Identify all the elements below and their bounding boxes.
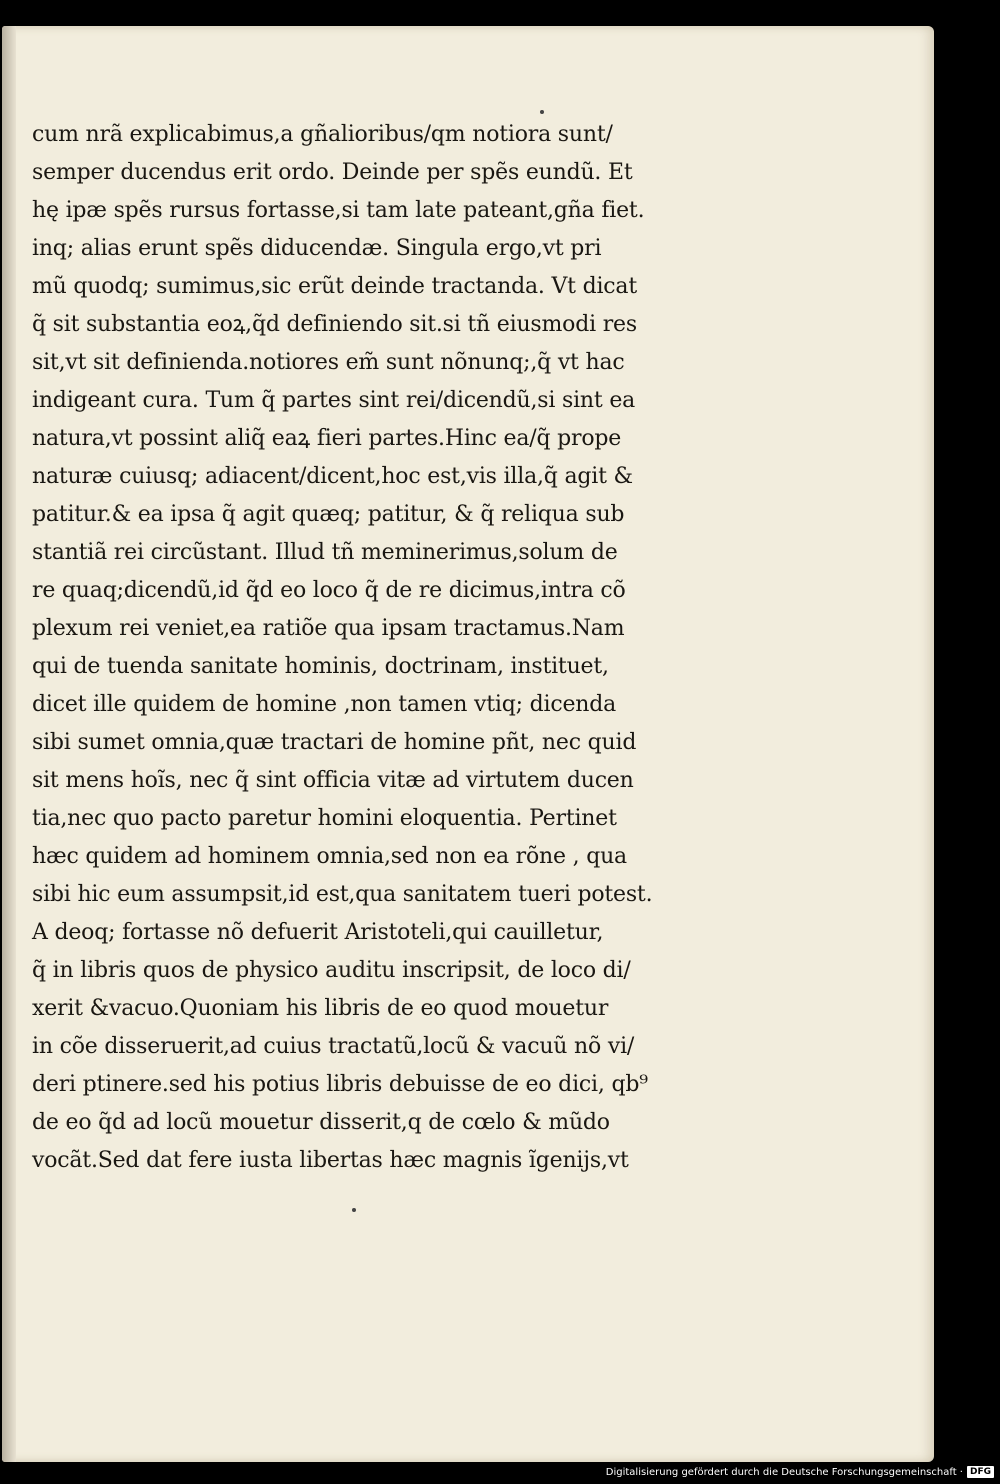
text-line: patitur.& ea ipsa q̃ agit quæq; patitur, & q̃ reliqua sub xyxy=(32,502,625,527)
text-line: sit mens hoĩs, nec q̃ sint officia vitæ ad virtutem ducen xyxy=(32,768,634,793)
text-line: indigeant cura. Tum q̃ partes sint rei/dicendũ,si sint ea xyxy=(32,388,636,413)
text-line: cum nrã explicabimus,a gñalioribus/qm notiora sunt/ xyxy=(32,122,613,147)
text-line: stantiã rei circũstant. Illud tñ meminerimus,solum de xyxy=(32,540,618,565)
book-page xyxy=(2,26,934,1462)
footer-credit: Digitalisierung gefördert durch die Deutsche Forschungsgemeinschaft · xyxy=(605,1466,963,1478)
text-line: q̃ in libris quos de physico auditu inscripsit, de loco di/ xyxy=(32,958,631,983)
text-line: in cõe disseruerit,ad cuius tractatũ,locũ & vacuũ nõ vi/ xyxy=(32,1034,635,1059)
text-line: sibi hic eum assumpsit,id est,qua sanitatem tueri potest. xyxy=(32,882,653,907)
text-line: tia,nec quo pacto paretur homini eloquentia. Pertinet xyxy=(32,806,617,831)
text-line: hę ipæ spẽs rursus fortasse,si tam late pateant,gña fiet. xyxy=(32,198,645,223)
text-line: natura,vt possint aliq̃ eaꝝ fieri partes.Hinc ea/q̃ prope xyxy=(32,426,622,451)
text-line: sit,vt sit definienda.notiores em̃ sunt nõnunq;,q̃ vt hac xyxy=(32,350,625,375)
ink-speck xyxy=(540,110,544,114)
text-line: plexum rei veniet,ea ratiõe qua ipsam tractamus.Nam xyxy=(32,616,625,641)
ink-speck xyxy=(352,1208,356,1212)
page-gutter-shadow xyxy=(2,26,16,1462)
text-column xyxy=(32,116,712,1180)
dfg-logo: DFG xyxy=(967,1466,994,1478)
digitization-footer xyxy=(606,1464,994,1480)
text-line: dicet ille quidem de homine ,non tamen vtiq; dicenda xyxy=(32,692,617,717)
text-line: sibi sumet omnia,quæ tractari de homine pñt, nec quid xyxy=(32,730,637,755)
text-line: semper ducendus erit ordo. Deinde per spẽs eundũ. Et xyxy=(32,160,633,185)
text-line: re quaq;dicendũ,id q̃d eo loco q̃ de re dicimus,intra cõ xyxy=(32,578,626,603)
text-line: de eo q̃d ad locũ mouetur disserit,q de cœlo & mũdo xyxy=(32,1110,610,1135)
text-line: deri ptinere.sed his potius libris debuisse de eo dici, qb⁹ xyxy=(32,1072,648,1097)
text-line: mũ quodq; sumimus,sic erũt deinde tractanda. Vt dicat xyxy=(32,274,637,299)
text-line: qui de tuenda sanitate hominis, doctrinam, instituet, xyxy=(32,654,609,679)
text-line: inq; alias erunt spẽs diducendæ. Singula ergo,vt pri xyxy=(32,236,602,261)
text-line: naturæ cuiusq; adiacent/dicent,hoc est,vis illa,q̃ agit & xyxy=(32,464,633,489)
text-line: q̃ sit substantia eoꝝ,q̃d definiendo sit.si tñ eiusmodi res xyxy=(32,312,637,337)
text-line: xerit &vacuo.Quoniam his libris de eo quod mouetur xyxy=(32,996,609,1021)
text-line: vocãt.Sed dat fere iusta libertas hæc magnis ĩgenijs,vt xyxy=(32,1148,629,1173)
text-line: A deoq; fortasse nõ defuerit Aristoteli,qui cauilletur, xyxy=(32,920,604,945)
text-line: hæc quidem ad hominem omnia,sed non ea rõne , qua xyxy=(32,844,627,869)
